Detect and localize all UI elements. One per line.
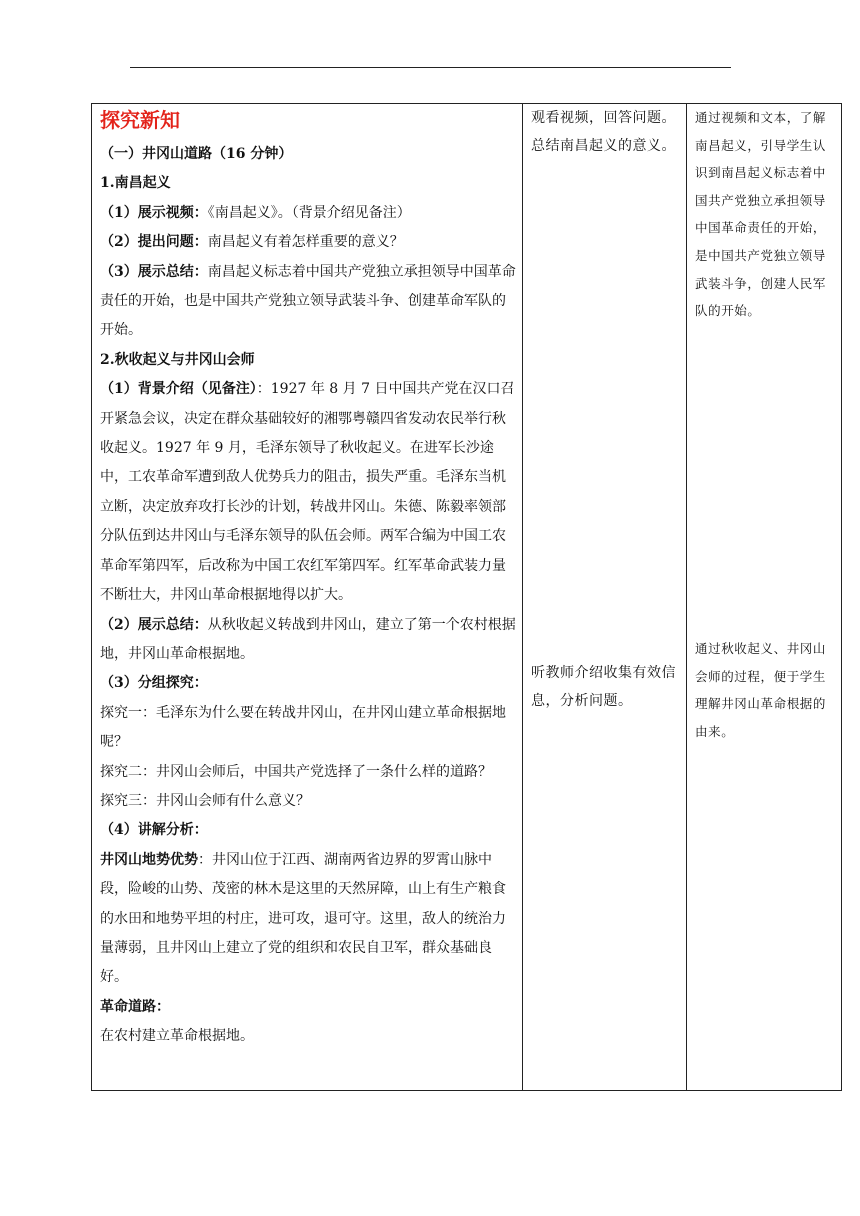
step-text: 从秋收起义转战到井冈山，建立了第一个农村根据地，井冈山革命根据地。 xyxy=(100,616,516,662)
student-activity-bottom: 听教师介绍收集有效信息，分析问题。 xyxy=(531,665,676,709)
step-label: （1）背景介绍（见备注） xyxy=(100,381,257,398)
header-rule xyxy=(130,67,731,68)
paragraph-background xyxy=(100,375,516,610)
revolution-road-text: 在农村建立革命根据地。 xyxy=(100,1028,254,1045)
terrain-label: 井冈山地势优势 xyxy=(100,851,198,868)
paragraph-summary xyxy=(100,258,516,346)
student-activity-cell xyxy=(523,104,687,1091)
inquiry-question-2: 探究二：井冈山会师后，中国共产党选择了一条什么样的道路？ xyxy=(100,763,492,780)
terrain-text: ：井冈山位于江西、湖南两省边界的罗霄山脉中段，险峻的山势、茂密的林木是这里的天然屏障，山上有生产粮食的水田和地势平坦的村庄，进可攻，退可守。这里，敌人的统治力量薄弱，且井冈山上建立了党的组织和农民自卫军，群众基础良好。 xyxy=(100,851,506,986)
section-title: 探究新知 xyxy=(100,108,180,132)
step-text: 《南昌起义》。（背景介绍见备注） xyxy=(207,204,411,221)
design-intent-cell xyxy=(687,104,842,1091)
step-text: 南昌起义标志着中国共产党独立承担领导中国革命责任的开始，也是中国共产党独立领导武装斗争、创建革命军队的开始。 xyxy=(100,263,516,339)
part-heading: （一）井冈山道路（16 分钟） xyxy=(100,146,293,162)
design-intent-top: 通过视频和文本，了解南昌起义，引导学生认识到南昌起义标志着中国共产党独立承担领导中国革命责任的开始，是中国共产党独立领导武装斗争，创建人民军队的开始。 xyxy=(695,110,827,319)
inquiry-question-1: 探究一：毛泽东为什么要在转战井冈山，在井冈山建立革命根据地呢？ xyxy=(100,704,506,751)
paragraph-show-video xyxy=(100,199,516,228)
teaching-content-cell xyxy=(92,104,523,1091)
lesson-plan-table xyxy=(91,103,842,1091)
student-activity-top: 观看视频，回答问题。总结南昌起义的意义。 xyxy=(531,110,676,154)
analysis-label: （4）讲解分析： xyxy=(100,822,208,839)
revolution-road-label: 革命道路： xyxy=(100,998,170,1015)
step-text: ：1927 年 8 月 7 日中国共产党在汉口召开紧急会议，决定在群众基础较好的湘鄂粤赣四省发动农民举行秋收起义。1927 年 9 月，毛泽东领导了秋收起义。在进军长沙途中，工农革命军遭到敌人优势兵力的阻击，损失严重。毛泽东当机立断，决定放弃攻打长沙的计划，转战井冈山。朱德、陈毅率领部分队伍到达井冈山与毛泽东领导的队伍会师。两军合编为中国工农革命军第四军，后改称为中国工农红军第四军。红军革命武装力量不断壮大，井冈山革命根据地得以扩大。 xyxy=(100,381,515,604)
group-inquiry-label: （3）分组探究： xyxy=(100,675,208,692)
step-label: （1）展示视频： xyxy=(100,204,208,221)
step-label: （3）展示总结： xyxy=(100,263,208,280)
design-intent-bottom: 通过秋收起义、井冈山会师的过程，便于学生理解井冈山革命根据的由来。 xyxy=(695,641,827,739)
paragraph-question xyxy=(100,228,516,257)
paragraph-summary-2 xyxy=(100,611,516,670)
subsection-title-nanchang: 1.南昌起义 xyxy=(100,175,171,192)
step-label: （2）提出问题： xyxy=(100,234,208,251)
paragraph-terrain xyxy=(100,846,516,993)
step-text: 南昌起义有着怎样重要的意义？ xyxy=(207,234,404,251)
inquiry-question-3: 探究三：井冈山会师有什么意义？ xyxy=(100,792,310,809)
step-label: （2）展示总结： xyxy=(100,616,208,633)
subsection-title-autumn-harvest: 2.秋收起义与井冈山会师 xyxy=(100,351,255,368)
